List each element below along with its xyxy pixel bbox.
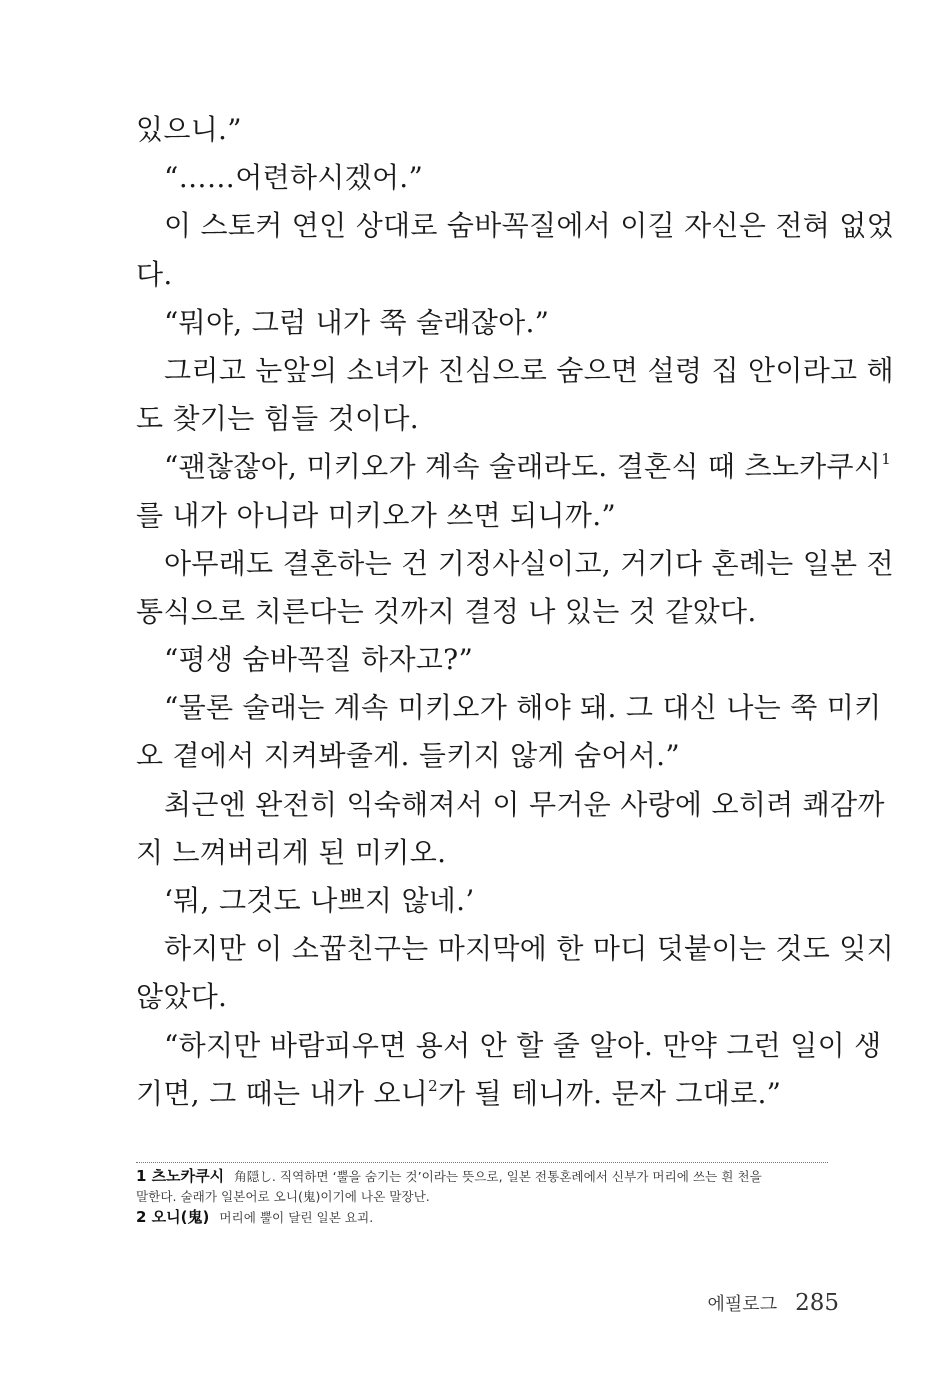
text-line: “물론 술래는 계속 미키오가 해야 돼. 그 대신 나는 쭉 미키 [164,691,882,725]
text-line: 있으니.” [136,113,242,146]
footnote-text: 角隠し. 직역하면 ‘뿔을 숨기는 것’이라는 뜻으로, 일본 전통혼례에서 신부가 머리에 쓰는 흰 천을 [234,1169,762,1184]
text-line: “하지만 바람피우면 용서 안 할 줄 알아. 만약 그런 일이 생 [164,1028,882,1062]
footnote-1-continued: 말한다. 술래가 일본어로 오니(鬼)이기에 나온 말장난. [136,1189,430,1204]
footnote-term: 1 츠노카쿠시 [136,1167,225,1185]
footnotes [136,1166,836,1228]
text-line: 그리고 눈앞의 소녀가 진심으로 숨으면 설령 집 안이라고 해 [164,353,894,387]
page-number: 285 [795,1290,839,1316]
text-line: 를 내가 아니라 미키오가 쓰면 되니까.” [136,498,617,532]
page-footer [708,1290,839,1316]
text-line [136,443,892,491]
text-line: 하지만 이 소꿉친구는 마지막에 한 마디 덧붙이는 것도 잊지 [164,932,894,966]
body-text [136,106,894,1118]
text-segment: 가 될 테니까. 문자 그대로.” [437,1076,782,1110]
text-line: ‘뭐, 그것도 나쁘지 않네.’ [164,884,475,917]
footnote-text: 머리에 뿔이 달린 일본 요괴. [219,1210,374,1225]
text-line: 오 곁에서 지켜봐줄게. 들키지 않게 숨어서.” [136,739,680,773]
footnote-term: 2 오니(鬼) [136,1208,210,1226]
text-line: 아무래도 결혼하는 건 기정사실이고, 거기다 혼례는 일본 전 [164,546,894,580]
footnote-1 [136,1166,836,1187]
text-line: 않았다. [136,980,228,1014]
text-line [136,1070,828,1118]
text-line: “……어련하시겠어.” [164,161,424,195]
text-line: “평생 숨바꼭질 하자고?” [164,643,474,677]
text-line: 다. [136,257,173,291]
footnote-divider [136,1162,828,1163]
text-line: 최근엔 완전히 익숙해져서 이 무거운 사랑에 오히려 쾌감까 [164,787,885,821]
footnote-mark-1: 1 [881,450,892,469]
footnote-mark-2: 2 [428,1076,438,1095]
footnote-2 [136,1207,836,1228]
text-line: “뭐야, 그럼 내가 쭉 술래잖아.” [164,305,550,339]
text-line: 이 스토커 연인 상대로 숨바꼭질에서 이길 자신은 전혀 없었 [164,209,894,243]
text-line: 통식으로 치른다는 것까지 결정 나 있는 것 같았다. [136,594,757,628]
text-segment: “괜찮잖아, 미키오가 계속 술래라도. 결혼식 때 츠노카쿠시 [164,450,882,484]
text-segment: 기면, 그 때는 내가 오니 [136,1076,429,1110]
text-line: 도 찾기는 힘들 것이다. [136,402,419,436]
chapter-title: 에필로그 [707,1294,778,1315]
text-line: 지 느껴버리게 된 미키오. [136,835,447,869]
